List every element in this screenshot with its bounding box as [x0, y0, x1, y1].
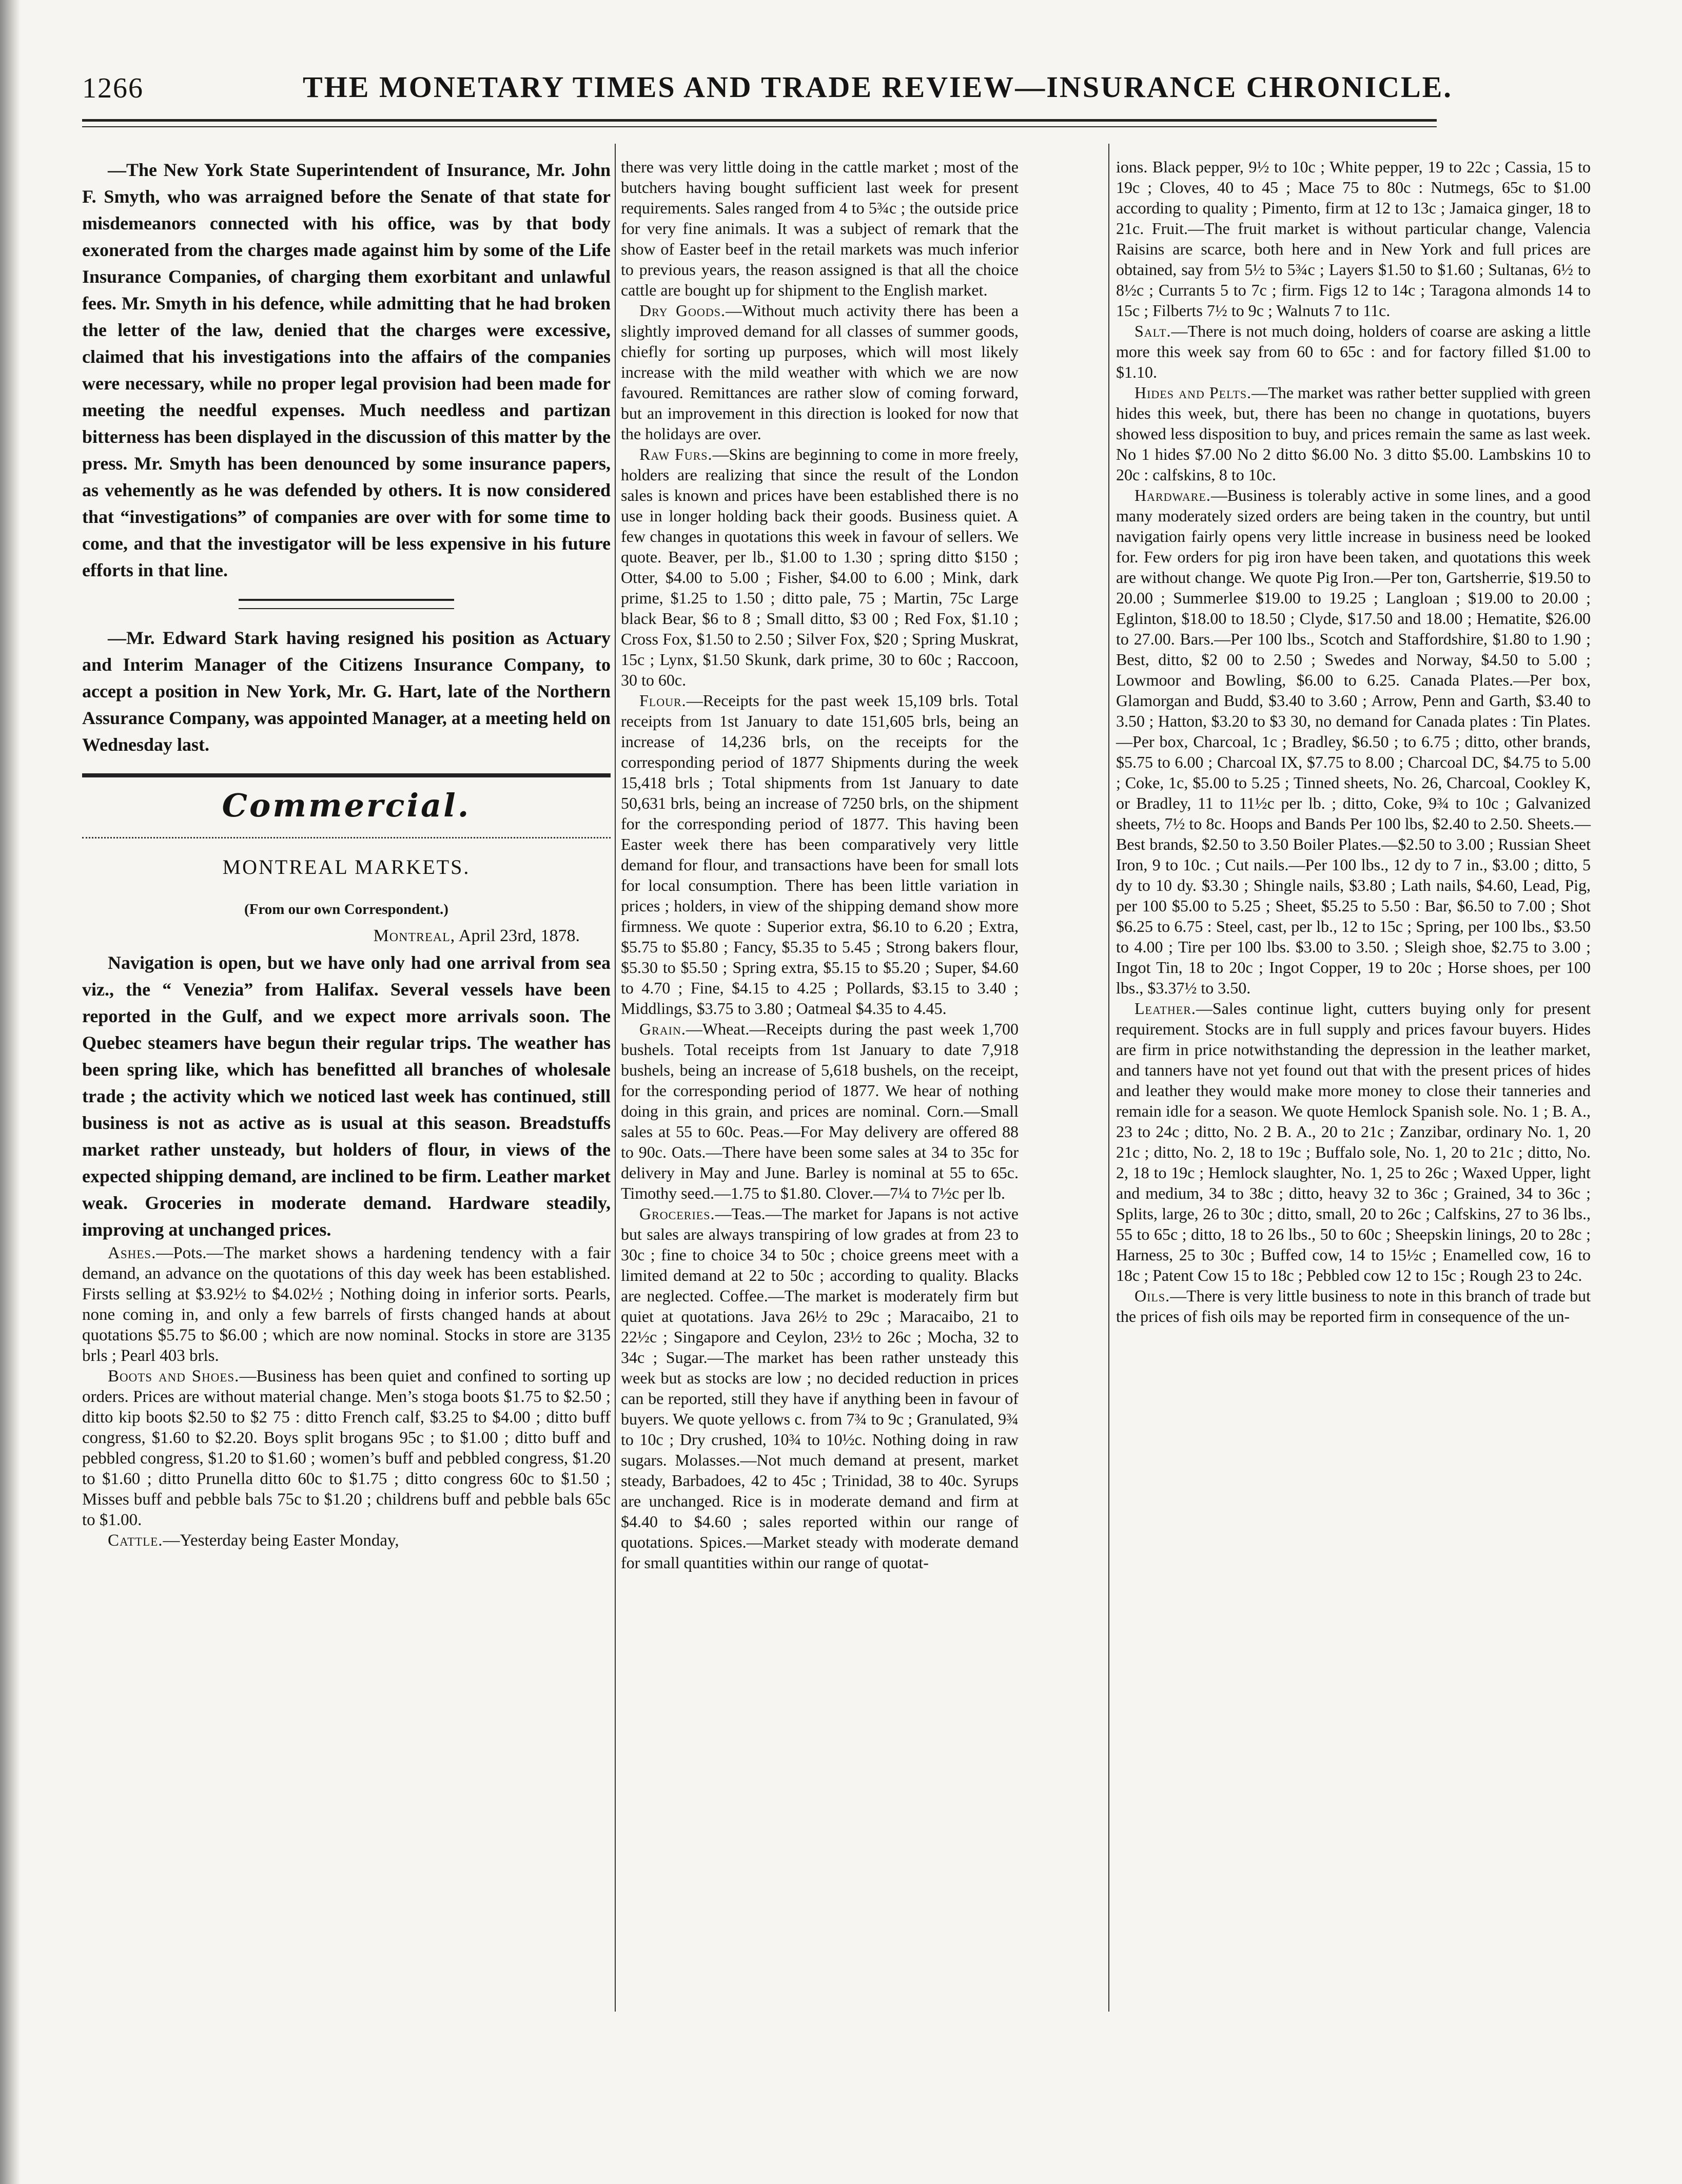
salt-body: —There is not much doing, holders of coarse are asking a little more this week say from 60 to 65c : and for factory filled $1.00 to $1.10.	[1116, 322, 1591, 381]
salt-paragraph	[1116, 321, 1591, 382]
header-rule-thin	[82, 126, 1437, 127]
insurance-item-smyth: —The New York State Superintendent of Insurance, Mr. John F. Smyth, who was arraigned before the Senate of that state for misdemeanors connected with his office, was by that body exonerated from the charges made against him by some of the Life Insurance Companies, of charging them exorbitant and unlawful fees. Mr. Smyth in his defence, while admitting that he had broken the letter of the law, denied that the charges were excessive, claimed that his investigations into the affairs of the companies were necessary, while no proper legal provision had been made for meeting the needful expenses. Much needless and partizan bitterness has been displayed in the discussion of this matter by the press. Mr. Smyth has been denounced by some insurance papers, as vehemently as he was defended by others. It is now considered that “investigations” of companies are over with for some time to come, and that the investigator will be less expensive in his future efforts in that line.	[82, 160, 611, 580]
leather-paragraph	[1116, 998, 1591, 1285]
hardware-paragraph	[1116, 485, 1591, 998]
item-separator	[239, 599, 454, 609]
oils-heading: Oils.	[1135, 1286, 1170, 1305]
groceries-body: —Teas.—The market for Japans is not active but sales are always transpiring of low grades at from 23 to 30c ; fine to choice 34 to 50c ; choice greens meet with a limited demand at 22 to 50c ; according to quality. Blacks are neglected. Coffee.—The market is moderately firm but quiet at quotations. Java 26½ to 29c ; Maracaibo, 21 to 22½c ; Singapore and Ceylon, 23½ to 26c ; Mocha, 32 to 34c ; Sugar.—The market has been rather unsteady this week but as stocks are low ; no decided reduction in prices can be reported, still they have if anything been in favour of buyers. We quote yellows c. from 7¾ to 9c ; Granulated, 9¾ to 10c ; Dry crushed, 10¾ to 10½c. Nothing doing in raw sugars. Molasses.—Not much demand at present, market steady, Barbadoes, 42 to 45c ; Trinidad, 38 to 40c. Syrups are unchanged. Rice is in moderate demand and firm at $4.40 to $4.60 ; sales reported within our range of quotations. Spices.—Market steady with moderate demand for small quantities within our range of quotat-	[621, 1204, 1019, 1572]
dateline	[82, 923, 611, 949]
section-rule	[82, 773, 611, 777]
cattle-continued: there was very little doing in the cattle market ; most of the butchers having bought sufficient last week for present requirements. Sales ranged from 4 to 5¾c ; the outside price for very fine animals. It was a subject of remark that the show of Easter beef in the retail markets was much inferior to previous years, the reason assigned is that all the choice cattle are bought up for shipment to the English market.	[621, 158, 1019, 299]
flour-heading: Flour.	[639, 691, 687, 710]
section-heading-commercial: Commercial.	[222, 787, 471, 824]
hides-paragraph	[1116, 382, 1591, 485]
grain-body: —Wheat.—Receipts during the past week 1,700 bushels. Total receipts from 1st January to date 7,918 bushels, being an increase of 5,618 bushels, on the receipt, for the corresponding period of 1877. We hear of nothing doing in this grain, and prices are nominal. Corn.—Small sales at 55 to 60c. Peas.—For May delivery are offered 88 to 90c. Oats.—There have been some sales at 34 to 35c for delivery in May and June. Barley is nominal at 55 to 65c. Timothy seed.—1.75 to $1.80. Clover.—7¼ to 7½c per lb.	[621, 1020, 1019, 1202]
dry-goods-paragraph	[621, 300, 1019, 444]
hides-heading: Hides and Pelts.	[1135, 383, 1252, 402]
spices-continued: ions. Black pepper, 9½ to 10c ; White pepper, 19 to 22c ; Cassia, 15 to 19c ; Cloves, 40 to 45 ; Mace 75 to 80c : Nutmegs, 65c to $1.00 according to quality ; Pimento, firm at 12 to 13c ; Jamaica ginger, 18 to 21c. Fruit.—The fruit market is without particular change, Valencia Raisins are scarce, both here and in New York and full prices are obtained, say from 5½ to 5¾c ; Layers $1.50 to $1.60 ; Sultanas, 6½ to 8½c ; Currants 5 to 7c ; firm. Figs 12 to 14c ; Taragona almonds 14 to 15c ; Filberts 7½ to 9c ; Walnuts 7 to 11c.	[1116, 158, 1591, 320]
ashes-heading: Ashes.	[108, 1244, 157, 1262]
salt-heading: Salt.	[1135, 322, 1171, 340]
leather-body: —Sales continue light, cutters buying only for present requirement. Stocks are in full supply and prices favour buyers. Hides are firm in price notwithstanding the depression in the leather market, and tanners have not yet found out that with the present prices of hides and leather they would make more money to close their tanneries and remain idle for a season. We quote Hemlock Spanish sole. No. 1 ; B. A., 23 to 24c ; ditto, No. 2 B. A., 20 to 21c ; Zanzibar, ordinary No. 1, 20 21c ; ditto, No. 2, 18 to 19c ; Buffalo sole, No. 1, 20 to 21c ; ditto, No. 2, 18 to 19c ; Hemlock slaughter, No. 1, 25 to 26c ; Waxed Upper, light and medium, 34 to 38c ; ditto, heavy 32 to 36c ; Grained, 34 to 36c ; Splits, large, 26 to 30c ; ditto, small, 20 to 26c ; Calfskins, 27 to 36 lbs., 55 to 65c ; ditto, 18 to 26 lbs., 50 to 60c ; Sheepskin linings, 20 to 28c ; Harness, 25 to 30c ; Buffed cow, 14 to 15½c ; Enamelled cow, 16 to 18c ; Patent Cow 15 to 18c ; Pebbled cow 12 to 15c ; Rough 23 to 24c.	[1116, 999, 1591, 1284]
dateline-place: Montreal,	[373, 926, 456, 945]
ashes-paragraph	[82, 1243, 611, 1366]
cattle-heading: Cattle.	[108, 1531, 163, 1550]
column-divider-2	[1108, 144, 1109, 2012]
flour-body: —Receipts for the past week 15,109 brls. Total receipts from 1st January to date 151,605 brls, being an increase of 14,236 brls, on the receipts for the corresponding period of 1877 Shipments during the week 15,418 brls ; Total shipments from 1st January to date 50,631 brls, being an increase of 7250 brls, on the shipment for the corresponding period of 1877. This having been Easter week there has been comparatively very little demand for flour, and transactions have been for small lots for local consumption. There has been little variation in prices ; holders, in view of the shipping demand show more firmness. We quote : Superior extra, $6.10 to 6.20 ; Extra, $5.75 to $5.80 ; Fancy, $5.35 to 5.45 ; Strong bakers flour, $5.30 to $5.50 ; Spring extra, $5.15 to $5.20 ; Super, $4.60 to 4.70 ; Fine, $4.15 to 4.25 ; Pollards, $3.15 to 3.40 ; Middlings, $3.75 to 3.80 ; Oatmeal $4.35 to 4.45.	[621, 691, 1019, 1018]
hides-body: —The market was rather better supplied with green hides this week, but, there has been no change in quotations, buyers showed less disposition to buy, and prices remain the same as last week. No 1 hides $7.00 No 2 ditto $6.00 No. 3 ditto $5.00. Lambskins 10 to 20c : calfskins, 8 to 10c.	[1116, 383, 1591, 484]
boots-heading: Boots and Shoes.	[108, 1367, 240, 1386]
hardware-heading: Hardware.	[1135, 486, 1211, 504]
wavy-rule	[82, 832, 611, 839]
page-header	[82, 67, 1453, 113]
running-title: THE MONETARY TIMES AND TRADE REVIEW—INSURANCE CHRONICLE.	[303, 70, 1453, 104]
dry-goods-body: —Without much activity there has been a slightly improved demand for all classes of summer goods, chiefly for sorting up purposes, which will most likely increase with the mild weather with which we are now favoured. Remittances are rather slow of coming forward, but an improvement in this direction is looked for now that the holidays are over.	[621, 301, 1019, 443]
raw-furs-body: —Skins are beginning to come in more freely, holders are realizing that since the result of the London sales is known and prices have been established there is no use in longer holding back their goods. Business quiet. A few changes in quotations this week in favour of sellers. We quote. Beaver, per lb., $1.00 to 1.30 ; spring ditto $150 ; Otter, $4.00 to 5.00 ; Fisher, $4.00 to 6.00 ; Mink, dark prime, $1.25 to 1.50 ; ditto pale, 75 ; Martin, 75c Large black Bear, $6 to 8 ; Small ditto, $3 00 ; Red Fox, $1.10 ; Cross Fox, $1.50 to 2.50 ; Silver Fox, $20 ; Spring Muskrat, 15c ; Lynx, $1.50 Skunk, dark prime, 30 to 60c ; Raccoon, 30 to 60c.	[621, 445, 1019, 689]
page-number: 1266	[82, 72, 144, 104]
dateline-date: April 23rd, 1878.	[458, 926, 580, 945]
column-2	[621, 157, 1019, 1573]
market-intro: Navigation is open, but we have only had one arrival from sea viz., the “ Venezia” from Halifax. Several vessels have been reported in the Gulf, and we expect more arrivals soon. The Quebec steamers have begun their regular trips. The weather has been spring like, which has benefitted all branches of wholesale trade ; the activity which we noticed last week has continued, still business is not as active as is usual at this season. Breadstuffs market rather unsteady, but holders of flour, in views of the expected shipping demand, are inclined to be firm. Leather market weak. Groceries in moderate demand. Hardware steadily, improving at unchanged prices.	[82, 952, 611, 1240]
scan-edge-shadow	[0, 0, 21, 2184]
hardware-body: —Business is tolerably active in some lines, and a good many moderately sized orders are being taken in the country, but until navigation fairly opens very little increase in business need be looked for. Few orders for pig iron have been taken, and quotations this week are without change. We quote Pig Iron.—Per ton, Gartsherrie, $19.50 to 20.00 ; Summerlee $19.00 to 19.25 ; Langloan ; $19.00 to 20.00 ; Eglinton, $18.00 to 18.50 ; Clyde, $17.50 and 18.00 ; Hematite, $26.00 to 27.00. Bars.—Per 100 lbs., Scotch and Staffordshire, $1.80 to 1.90 ; Best, ditto, $2 00 to 2.50 ; Swedes and Norway, $4.50 to 5.00 ; Lowmoor and Bowling, $6.00 to 6.25. Canada Plates.—Per box, Glamorgan and Budd, $3.40 to 3.60 ; Arrow, Penn and Garth, $3.40 to 3.50 ; Hatton, $3.20 to $3 30, no demand for Canada plates : Tin Plates.—Per box, Charcoal, 1c ; Bradley, $6.50 ; to 6.75 ; ditto, other brands, $5.75 to 6.00 ; Charcoal IX, $7.75 to 8.00 ; Charcoal DC, $4.75 to 5.00 ; Coke, 1c, $5.00 to 5.25 ; Tinned sheets, No. 26, Charcoal, Cookley K, or Bradley, 11 to 11½c per lb. ; ditto, Coke, 9¾ to 10c ; Galvanized sheets, 7½ to 8c. Hoops and Bands Per 100 lbs, $2.40 to 2.50. Sheets.—Best brands, $2.50 to 3.50 Boiler Plates.—$2.50 to 3.00 ; Russian Sheet Iron, 9 to 10c. ; Cut nails.—Per 100 lbs., 12 dy to 7 in., $3.00 ; ditto, 5 dy to 10 dy. $3.30 ; Shingle nails, $3.80 ; Lath nails, $4.60, Lead, Pig, per 100 $5.00 to 5.25 ; Sheet, $5.25 to 5.50 : Bar, $6.50 to 7.00 ; Shot $6.25 to 6.75 : Steel, cast, per lb., 12 to 15c ; Spring, per 100 lbs., $3.50 to 4.00 ; Tire per 100 lbs. $3.00 to 3.50. ; Sleigh shoe, $2.75 to 3.00 ; Ingot Tin, 18 to 20c ; Ingot Copper, 19 to 20c ; Horse shoes, per 100 lbs., $3.37½ to 3.50.	[1116, 486, 1591, 997]
column-1	[82, 157, 611, 1551]
insurance-item-stark: —Mr. Edward Stark having resigned his position as Actuary and Interim Manager of the Citizens Insurance Company, to accept a position in New York, Mr. G. Hart, late of the Northern Assurance Company, was appointed Manager, at a meeting held on Wednesday last.	[82, 628, 611, 755]
dry-goods-heading: Dry Goods.	[639, 301, 726, 320]
correspondent-line: (From our own Correspondent.)	[244, 901, 448, 918]
cattle-body: —Yesterday being Easter Monday,	[163, 1531, 399, 1550]
column-divider-1	[615, 144, 616, 2012]
grain-paragraph	[621, 1019, 1019, 1203]
cattle-paragraph	[82, 1530, 611, 1551]
raw-furs-heading: Raw Furs.	[639, 445, 713, 463]
groceries-paragraph	[621, 1203, 1019, 1573]
oils-body: —There is very little business to note in this branch of trade but the prices of fish oils may be reported firm in consequence of the un-	[1116, 1286, 1591, 1325]
markets-title: MONTREAL MARKETS.	[222, 855, 471, 879]
raw-furs-paragraph	[621, 444, 1019, 690]
grain-heading: Grain.	[639, 1020, 686, 1038]
groceries-heading: Groceries.	[639, 1204, 715, 1223]
oils-paragraph	[1116, 1285, 1591, 1327]
header-rule	[82, 119, 1437, 122]
column-3	[1116, 157, 1591, 1327]
leather-heading: Leather.	[1135, 999, 1196, 1018]
flour-paragraph	[621, 690, 1019, 1019]
boots-body: —Business has been quiet and confined to sorting up orders. Prices are without material change. Men’s stoga boots $1.75 to $2.50 ; ditto kip boots $2.50 to $2 75 : ditto French calf, $3.25 to $4.00 ; ditto buff congress, $1.60 to $2.20. Boys split brogans 95c ; to $1.00 ; ditto buff and pebbled congress, $1.20 to $1.60 ; women’s buff and pebbled congress, $1.20 to $1.60 ; ditto Prunella ditto 60c to $1.75 ; ditto congress 60c to $1.50 ; Misses buff and pebble bals 75c to $1.20 ; childrens buff and pebble bals 65c to $1.00.	[82, 1367, 611, 1529]
boots-paragraph	[82, 1366, 611, 1530]
ashes-body: —Pots.—The market shows a hardening tendency with a fair demand, an advance on the quotations of this day week has been established. Firsts selling at $3.92½ to $4.02½ ; Nothing doing in inferior sorts. Pearls, none coming in, and only a few barrels of firsts changed hands at about quotations $5.75 to $6.00 ; which are now nominal. Stocks in store are 3135 brls ; Pearl 403 brls.	[82, 1244, 611, 1365]
